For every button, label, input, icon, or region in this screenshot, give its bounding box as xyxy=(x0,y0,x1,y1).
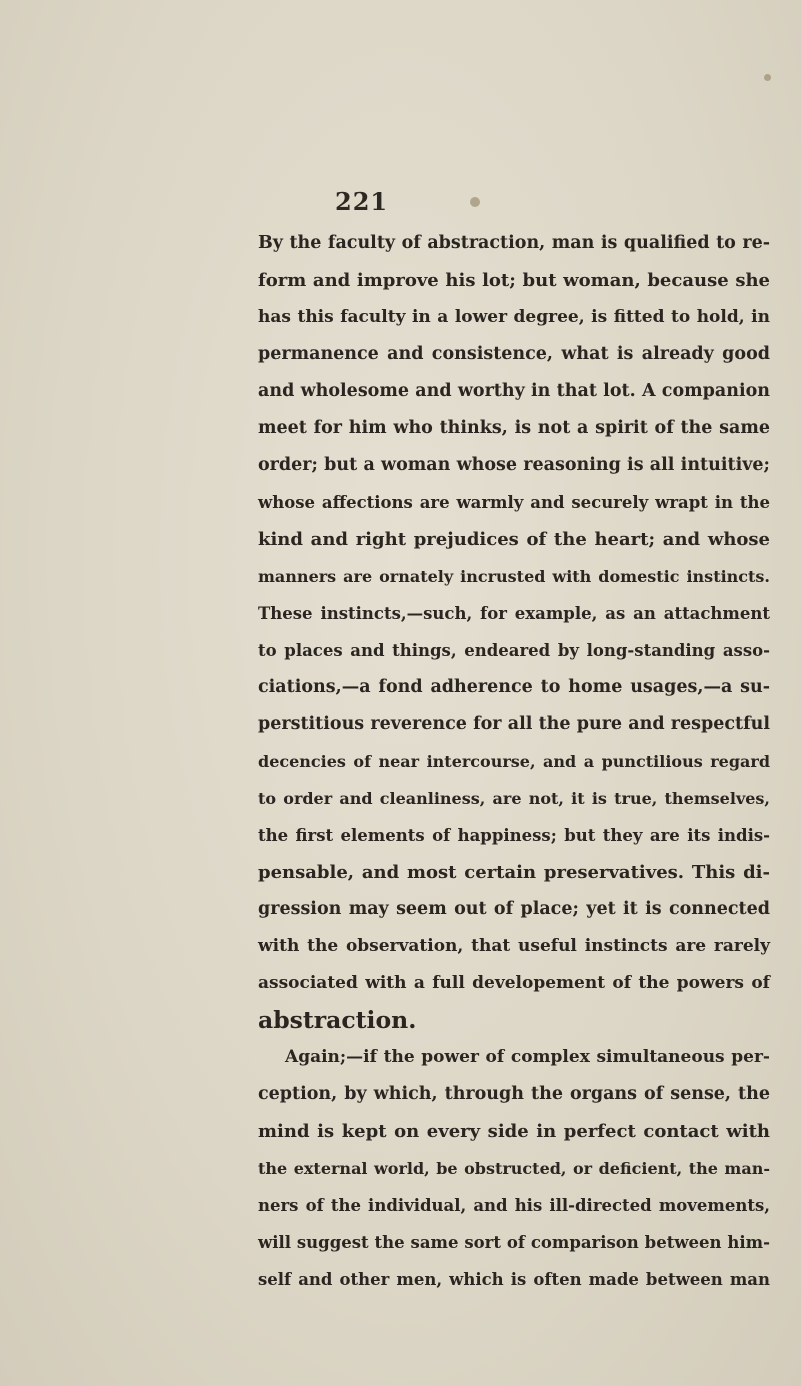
text-line: to places and things, endeared by long-standing asso- xyxy=(258,641,770,660)
text-line: abstraction. xyxy=(258,1006,417,1034)
text-line: has this faculty in a lower degree, is fitted to hold, in xyxy=(258,307,770,327)
page-number: 221 xyxy=(335,187,389,216)
text-line: mind is kept on every side in perfect contact with xyxy=(258,1121,770,1142)
text-line: These instincts,—such, for example, as an attachment xyxy=(258,604,770,623)
text-line: kind and right prejudices of the heart; and whose xyxy=(258,529,770,550)
text-line: whose affections are warmly and securely wrapt in the xyxy=(258,493,770,512)
text-line: ception, by which, through the organs of sense, the xyxy=(258,1084,770,1104)
page-stain xyxy=(764,74,771,81)
text-line: the first elements of happiness; but they are its indis- xyxy=(258,826,770,845)
text-line: self and other men, which is often made between man xyxy=(258,1270,770,1289)
text-line: associated with a full developement of the powers of xyxy=(258,973,770,993)
text-line: to order and cleanliness, are not, it is true, themselves, xyxy=(258,789,770,808)
text-line: and wholesome and worthy in that lot. A companion xyxy=(258,381,770,401)
text-line: perstitious reverence for all the pure and respectful xyxy=(258,714,770,734)
text-line: the external world, be obstructed, or deficient, the man- xyxy=(258,1159,770,1178)
text-line: with the observation, that useful instincts are rarely xyxy=(258,936,770,956)
text-line: permanence and consistence, what is already good xyxy=(258,344,770,364)
text-line: gression may seem out of place; yet it is connected xyxy=(258,899,770,919)
page-stain xyxy=(470,197,480,207)
text-line: By the faculty of abstraction, man is qualified to re- xyxy=(258,233,770,253)
text-line: ciations,—a fond adherence to home usages,—a su- xyxy=(258,677,770,697)
text-line: order; but a woman whose reasoning is all intuitive; xyxy=(258,455,770,475)
text-line: manners are ornately incrusted with domestic instincts. xyxy=(258,567,770,586)
text-line: decencies of near intercourse, and a punctilious regard xyxy=(258,752,770,771)
text-line: pensable, and most certain preservatives. This di- xyxy=(258,862,770,883)
text-line: Again;—if the power of complex simultaneous per- xyxy=(285,1047,770,1067)
text-line: will suggest the same sort of comparison between him- xyxy=(258,1233,770,1252)
text-line: form and improve his lot; but woman, because she xyxy=(258,270,770,291)
text-line: ners of the individual, and his ill-directed movements, xyxy=(258,1196,770,1215)
text-line: meet for him who thinks, is not a spirit of the same xyxy=(258,418,770,438)
